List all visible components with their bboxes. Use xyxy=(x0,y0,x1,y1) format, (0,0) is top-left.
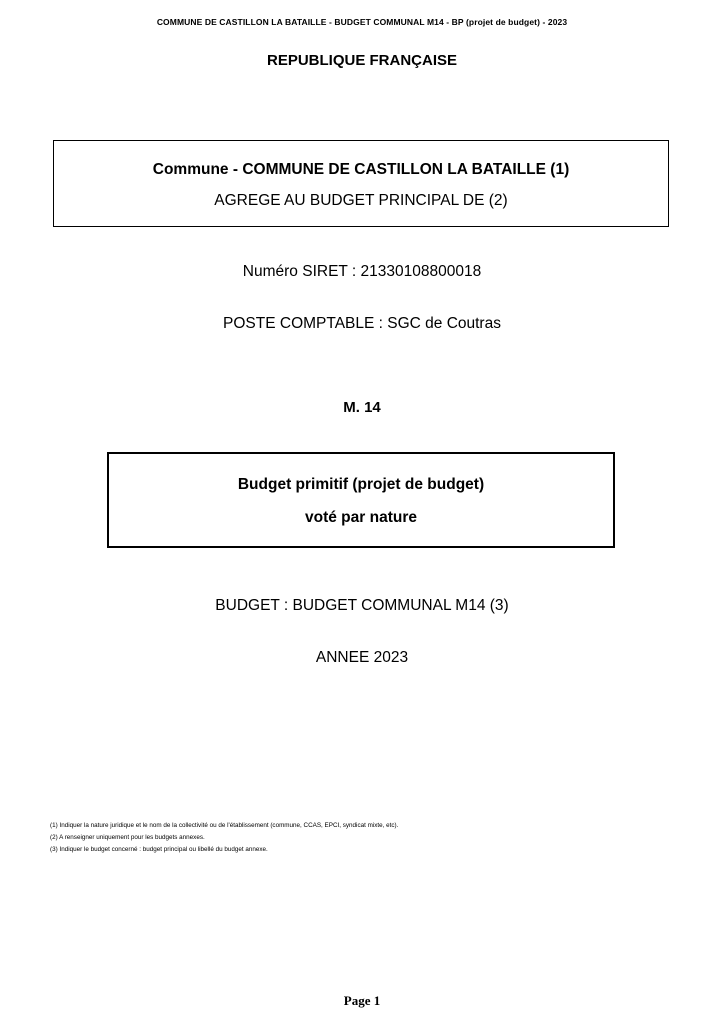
collectivite-aggregation: AGREGE AU BUDGET PRINCIPAL DE (2) xyxy=(214,192,508,209)
collectivite-box xyxy=(53,140,669,227)
republique-title: REPUBLIQUE FRANÇAISE xyxy=(266,52,457,69)
footnote-1: (1) Indiquer la nature juridique et le nom de la collectivité ou de l'établissement (commune, CCAS, EPCI, syndicat mixte, etc). xyxy=(50,822,399,829)
budget-type-title: Budget primitif (projet de budget) xyxy=(237,476,485,493)
footnotes xyxy=(50,820,398,856)
footnote-3: (3) Indiquer le budget concerné : budget principal ou libellé du budget annexe. xyxy=(50,846,268,853)
budget-type-box xyxy=(107,452,615,548)
budget-name: BUDGET : BUDGET COMMUNAL M14 (3) xyxy=(215,597,509,614)
nomenclature-label: M. 14 xyxy=(343,399,381,416)
footnote-2: (2) A renseigner uniquement pour les budgets annexes. xyxy=(50,834,205,841)
collectivite-name: Commune - COMMUNE DE CASTILLON LA BATAILLE (1) xyxy=(152,161,570,178)
siret-number: Numéro SIRET : 21330108800018 xyxy=(242,263,482,280)
running-header: COMMUNE DE CASTILLON LA BATAILLE - BUDGET COMMUNAL M14 - BP (projet de budget) - 2023 xyxy=(156,17,568,27)
page-number: Page 1 xyxy=(343,993,381,1008)
budget-vote-mode: voté par nature xyxy=(305,509,417,526)
budget-year: ANNEE 2023 xyxy=(315,649,409,666)
poste-comptable: POSTE COMPTABLE : SGC de Coutras xyxy=(223,315,501,332)
